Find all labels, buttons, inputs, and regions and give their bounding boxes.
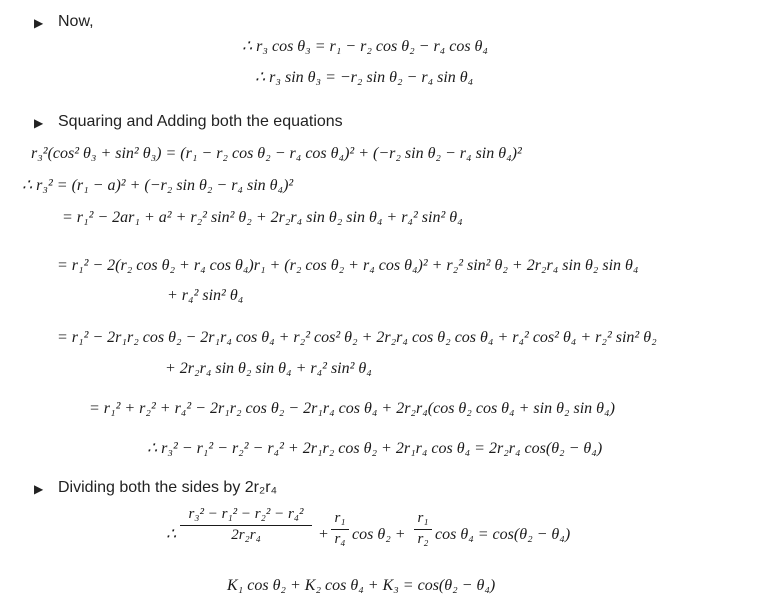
fraction-main-numerator: r₃² − r₁² − r₂² − r₄² bbox=[188, 506, 304, 522]
fraction-r1-r2-denominator: r₂ bbox=[417, 530, 429, 547]
bullet-arrow-icon: ▶ bbox=[34, 16, 44, 30]
fraction-main-denominator: 2r₂r₄ bbox=[231, 526, 261, 543]
equation-r3-squared: ∴ r₃² = (r₁ − a)² + (−r₂ sin θ₂ − r₄ sin θ₄)² bbox=[22, 177, 294, 194]
bullet-text-now: Now, bbox=[58, 13, 94, 30]
therefore-symbol: ∴ bbox=[166, 526, 177, 543]
equation-sin-relation: ∴ r₃ sin θ₃ = −r₂ sin θ₂ − r₄ sin θ₄ bbox=[255, 69, 474, 86]
equation-expansion-2b: + r₄² sin² θ₄ bbox=[167, 287, 244, 304]
bullet-text-squaring: Squaring and Adding both the equations bbox=[58, 113, 343, 130]
equation-cos-relation: ∴ r₃ cos θ₃ = r₁ − r₂ cos θ₂ − r₄ cos θ₄ bbox=[242, 38, 488, 55]
fraction-r1-r2-numerator: r₁ bbox=[417, 510, 429, 526]
plus-sign: + bbox=[318, 526, 329, 543]
equation-cos-difference: cos θ₄ = cos(θ₂ − θ₄) bbox=[435, 526, 571, 543]
equation-expansion-2a: = r₁² − 2(r₂ cos θ₂ + r₄ cos θ₄)r₁ + (r₂ cos θ₂ + r₄ cos θ₄)² + r₂² sin² θ₂ + 2r₂r₄ sin θ₂ sin θ₄ bbox=[57, 257, 639, 274]
bullet-arrow-icon: ▶ bbox=[34, 116, 44, 130]
equation-squared-sum: r₃²(cos² θ₃ + sin² θ₃) = (r₁ − r₂ cos θ₂ − r₄ cos θ₄)² + (−r₂ sin θ₂ − r₄ sin θ₄)² bbox=[31, 145, 522, 162]
fraction-r1-r4-numerator: r₁ bbox=[334, 510, 346, 526]
equation-freudenstein: K₁ cos θ₂ + K₂ cos θ₄ + K₃ = cos(θ₂ − θ₄) bbox=[227, 577, 496, 594]
bullet-arrow-icon: ▶ bbox=[34, 482, 44, 496]
equation-rearranged: ∴ r₃² − r₁² − r₂² − r₄² + 2r₁r₂ cos θ₂ + 2r₁r₄ cos θ₄ = 2r₂r₄ cos(θ₂ − θ₄) bbox=[147, 440, 603, 457]
equation-expansion-3a: = r₁² − 2r₁r₂ cos θ₂ − 2r₁r₄ cos θ₄ + r₂² cos² θ₂ + 2r₂r₄ cos θ₂ cos θ₄ + r₄² cos² θ₄ + r₂² sin² θ₂ bbox=[57, 329, 657, 346]
equation-expansion-1: = r₁² − 2ar₁ + a² + r₂² sin² θ₂ + 2r₂r₄ sin θ₂ sin θ₄ + r₄² sin² θ₄ bbox=[62, 209, 463, 226]
bullet-text-dividing: Dividing both the sides by 2r₂r₄ bbox=[58, 479, 278, 496]
fraction-bar bbox=[414, 529, 432, 530]
fraction-r1-r4 bbox=[331, 511, 349, 548]
fraction-bar bbox=[180, 525, 312, 526]
fraction-r1-r2 bbox=[414, 511, 432, 548]
equation-cos-theta2: cos θ₂ + bbox=[352, 526, 406, 543]
equation-expansion-3b: + 2r₂r₄ sin θ₂ sin θ₄ + r₄² sin² θ₄ bbox=[165, 360, 372, 377]
fraction-main bbox=[180, 507, 312, 544]
equation-collected: = r₁² + r₂² + r₄² − 2r₁r₂ cos θ₂ − 2r₁r₄ cos θ₄ + 2r₂r₄(cos θ₂ cos θ₄ + sin θ₂ sin θ₄) bbox=[89, 400, 615, 417]
fraction-r1-r4-denominator: r₄ bbox=[334, 530, 346, 547]
fraction-bar bbox=[331, 529, 349, 530]
